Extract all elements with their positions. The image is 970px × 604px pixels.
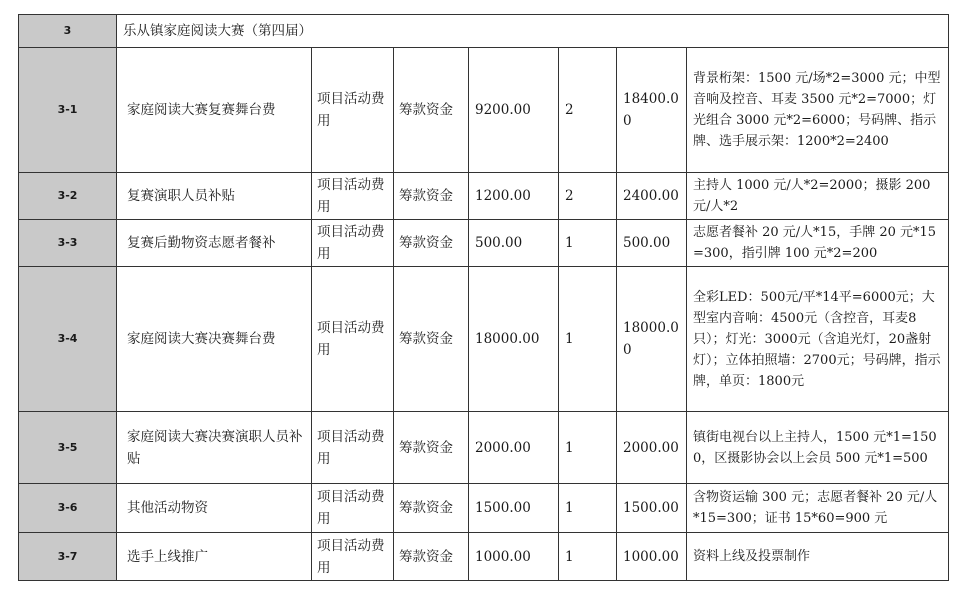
item-unit-price: 1500.00: [469, 484, 559, 533]
row-index: 3-4: [19, 267, 117, 412]
item-quantity: 1: [559, 412, 617, 484]
item-notes: 主持人 1000 元/人*2=2000；摄影 200 元/人*2: [687, 173, 949, 220]
section-index: 3: [19, 15, 117, 48]
item-unit-price: 9200.00: [469, 48, 559, 173]
item-notes: 背景桁架：1500 元/场*2=3000 元；中型音响及控音、耳麦 3500 元*2=7000；灯光组合 3000 元*2=6000；号码牌、指示牌、选手展示架：1200*2=2400: [687, 48, 949, 173]
item-name: 家庭阅读大赛决赛舞台费: [117, 267, 312, 412]
item-notes: 资料上线及投票制作: [687, 533, 949, 581]
item-unit-price: 2000.00: [469, 412, 559, 484]
item-category: 项目活动费用: [312, 533, 394, 581]
budget-table: [18, 14, 949, 581]
item-total: 18400.00: [617, 48, 687, 173]
item-fund-source: 筹款资金: [394, 533, 469, 581]
table-row: [19, 533, 949, 581]
item-fund-source: 筹款资金: [394, 484, 469, 533]
item-unit-price: 1200.00: [469, 173, 559, 220]
table-row: [19, 484, 949, 533]
item-total: 500.00: [617, 220, 687, 267]
item-name: 家庭阅读大赛复赛舞台费: [117, 48, 312, 173]
item-quantity: 1: [559, 484, 617, 533]
item-notes: 志愿者餐补 20 元/人*15，手牌 20 元*15=300，指引牌 100 元*2=200: [687, 220, 949, 267]
item-unit-price: 500.00: [469, 220, 559, 267]
item-quantity: 1: [559, 533, 617, 581]
table-row: [19, 220, 949, 267]
item-fund-source: 筹款资金: [394, 220, 469, 267]
item-unit-price: 18000.00: [469, 267, 559, 412]
item-category: 项目活动费用: [312, 267, 394, 412]
item-name: 其他活动物资: [117, 484, 312, 533]
item-quantity: 2: [559, 48, 617, 173]
table-row: [19, 412, 949, 484]
section-header-row: [19, 15, 949, 48]
item-category: 项目活动费用: [312, 412, 394, 484]
item-notes: 全彩LED：500元/平*14平=6000元；大型室内音响：4500元（含控音，耳麦8只）；灯光：3000元（含追光灯，20盏射灯）；立体拍照墙：2700元；号码牌，指示牌，单页：1800元: [687, 267, 949, 412]
item-total: 1500.00: [617, 484, 687, 533]
table-row: [19, 267, 949, 412]
item-category: 项目活动费用: [312, 173, 394, 220]
item-notes: 镇街电视台以上主持人，1500 元*1=1500，区摄影协会以上会员 500 元*1=500: [687, 412, 949, 484]
row-index: 3-7: [19, 533, 117, 581]
table-row: [19, 173, 949, 220]
section-title: 乐从镇家庭阅读大赛（第四届）: [117, 15, 949, 48]
item-name: 复赛演职人员补贴: [117, 173, 312, 220]
item-notes: 含物资运输 300 元；志愿者餐补 20 元/人*15=300；证书 15*60=900 元: [687, 484, 949, 533]
item-fund-source: 筹款资金: [394, 267, 469, 412]
item-total: 2000.00: [617, 412, 687, 484]
item-category: 项目活动费用: [312, 220, 394, 267]
row-index: 3-3: [19, 220, 117, 267]
item-fund-source: 筹款资金: [394, 173, 469, 220]
item-fund-source: 筹款资金: [394, 412, 469, 484]
item-quantity: 2: [559, 173, 617, 220]
table-row: [19, 48, 949, 173]
item-quantity: 1: [559, 267, 617, 412]
item-name: 家庭阅读大赛决赛演职人员补贴: [117, 412, 312, 484]
item-name: 复赛后勤物资志愿者餐补: [117, 220, 312, 267]
item-quantity: 1: [559, 220, 617, 267]
row-index: 3-5: [19, 412, 117, 484]
row-index: 3-6: [19, 484, 117, 533]
row-index: 3-2: [19, 173, 117, 220]
item-total: 18000.00: [617, 267, 687, 412]
item-category: 项目活动费用: [312, 48, 394, 173]
item-category: 项目活动费用: [312, 484, 394, 533]
item-unit-price: 1000.00: [469, 533, 559, 581]
item-total: 2400.00: [617, 173, 687, 220]
item-name: 选手上线推广: [117, 533, 312, 581]
item-total: 1000.00: [617, 533, 687, 581]
row-index: 3-1: [19, 48, 117, 173]
item-fund-source: 筹款资金: [394, 48, 469, 173]
